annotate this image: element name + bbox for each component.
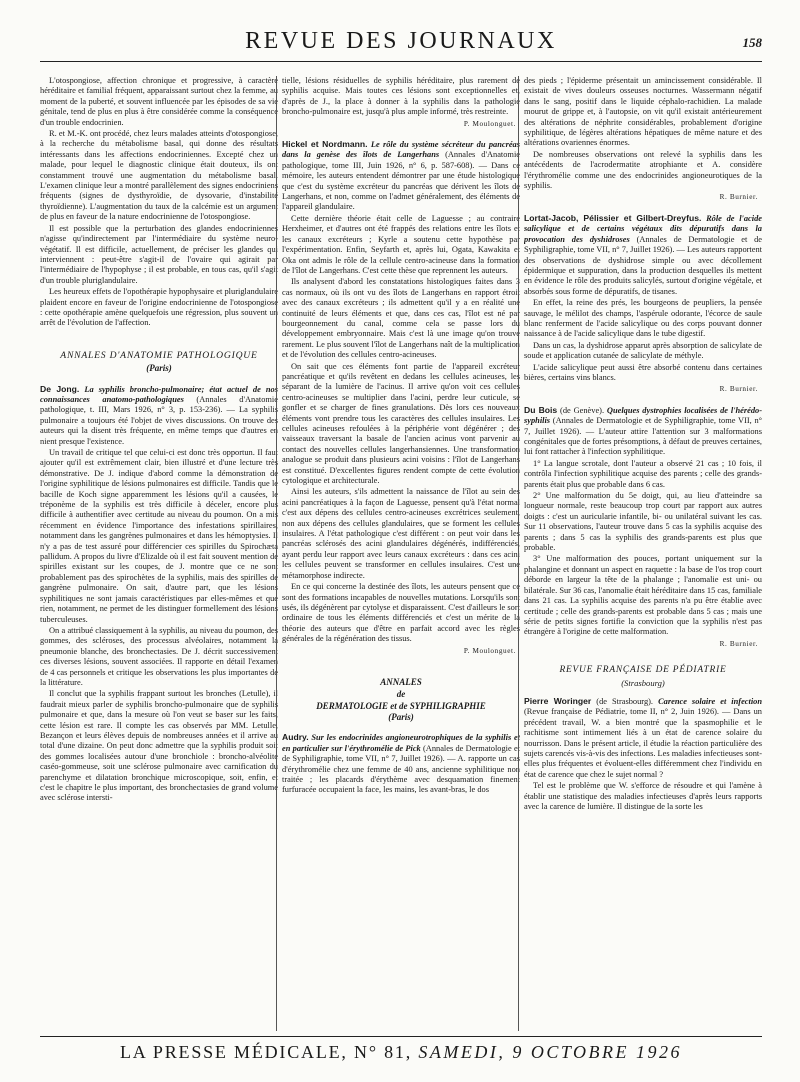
paragraph: L'otospongiose, affection chronique et progressive, à caractère héréditaire et familial fréquent, apparaissant surtout chez la femme, au moment de la puberté, et souvent influencée par les épisodes de sa vie génitale, tend de plus en plus à être considérée comme la conséquence d'un trouble endocrinien. <box>40 76 278 127</box>
section-heading-line: DERMATOLOGIE et de SYPHILIGRAPHIE <box>316 700 486 711</box>
column-3 <box>524 76 762 1031</box>
paragraph: En ce qui concerne la destinée des îlots, les auteurs pensent que ce sont des formations incapables de nouvelles mutations. Lorsqu'ils sont usés, ils dégénèrent par cytolyse et disparaissent. C'est d'ailleurs le sort ordinaire de tous les éléments différenciés et c'est un mérite de la théorie des auteurs que d'être en parfait accord avec les règles générales de la régénération des tissus. <box>282 582 520 644</box>
review-author: Du Bois <box>524 404 558 415</box>
review-entry <box>524 696 762 780</box>
review-reference: (Annales de Dermatologie et de Syphiligraphie, tome VII, n° 7, Juillet 1926). — A. rapporte un cas d'érythromélie chez une femme de 40 ans, ancienne syphilitique non traitée ; les placards d'érythème avec desquamation finement furfuracée occupaient la face, les mains, les avant-bras, le dos <box>282 743 520 795</box>
footer-line <box>40 1042 762 1063</box>
paragraph: Il conclut que la syphilis frappant surtout les bronches (Letulle), il faudrait mieux parler de syphilis broncho-pulmonaire que de syphilis pulmonaire et que, dans la mesure où l'on veut se baser sur les faits, cette lésion est rare. Il compte les cas observés par MM. Letulle, Bezançon et leurs élèves depuis de nombreuses années et il arrive au total d'une dizaine. On peut donc admettre que la syphilis produit soit des gommes localisées autour d'une bronchiole : broncho-alvéolite caséo-gommeuse, soit une sclérose pulmonaire avec carnification du parenchyme et dilatation bronchique microscopique, soit, enfin, et c'est le chapitre le plus important, des bronchectasies de grand volume avec sclérose intersti- <box>40 689 278 803</box>
reviewer-signature: R. Burnier. <box>719 385 758 394</box>
page-footer <box>40 1036 762 1070</box>
header-rule <box>40 61 762 62</box>
paragraph: Un travail de critique tel que celui-ci est donc très opportun. Il faut ajouter qu'il est extrêmement clair, bien illustré et d'une lecture très démonstrative. De J. indique d'abord comme la démonstration de l'origine syphilitique de lésions pulmonaires est difficile. Tandis que le bacille de Koch signe apparemment les lésions qu'il a causées, le tréponème de la syphilis est très difficile à déceler, encore plus difficile à authentifier avec certitude au niveau du poumon. On a mis récemment en évidence l'importance des infestations spirillaires, notamment dans les gangrènes pulmonaires et dans les hémoptysies. Il n'y a pas de test assuré pour différencier ces spirilles du Spirochæta pallidum. A propos du livre d'Elizalde où il est fait souvent mention de spirilles existant sur les coupes, de J. montre que ce ne sont probablement pas des spirochètes de la syphilis, mais des spirilles de gangrène pulmonaire. On sait, d'autre part, que les lésions syphilitiques ne sont jamais caractéristiques par elles-mêmes et que rien, notamment, ne permet de les distinguer formellement des lésions tuberculeuses. <box>40 448 278 624</box>
paragraph: des pieds ; l'épiderme présentait un amincissement considérable. Il existait de vives douleurs osseuses nocturnes. Wassermann négatif dans le sang, positif dans le liquide céphalo-rachidien. La malade mourut de grippe et, à l'autopsie, on vit qu'il existait antérieurement des altérations de néphrite considérables, probablement d'origine syphilitique, de légères altérations hépatiques de même nature et des altérations ovariennes énormes. <box>524 76 762 148</box>
paragraph: Il est possible que la perturbation des glandes endocriniennes n'agisse qu'indirectement par l'intermédiaire du système neuro-végétatif. Il est difficile, actuellement, de préciser les glandes qui interviennent : peut-être s'agit-il de l'ovaire qui agirait par l'intermédiaire de l'hypophyse ; il est probable, en tous cas, qu'il s'agit d'un trouble pluriglandulaire. <box>40 223 278 285</box>
section-heading-line: de <box>396 688 406 699</box>
paragraph: Ainsi les auteurs, s'ils admettent la naissance de l'îlot au sein des acini pancréatiques à la façon de Laguesse, pensent qu'à l'état normal c'est aux dépens des cellules centro-acineuses excrétrices seulement, non aux dépens des cellules glandulaires, que se forment les cellules insulaires. A l'état pathologique c'est différent : on peut voir dans les pancréas sclérosés des acini glandulaires dégénérés, indifférenciés, ayant perdu leur rapport avec leurs canaux excréteurs : dans ces acini les cellules peuvent se transformer en cellules insulaires. C'est une métamorphose indirecte. <box>282 487 520 580</box>
review-reference: (Revue française de Pédiatrie, tome II, n° 2, Juin 1926). — Dans un précédent travail, W. a bien montré que la spasmophilie et le rachitisme sont intimement liés à un état de carence solaire du nourrisson. Dans le présent article, il étudie la réaction particulière des sujets carencés vis-à-vis des infections. Les maladies infectieuses sont-elles plus fréquentes et évoluent-elles différemment chez l'individu en état de carence que chez le sujet normal ? <box>524 707 762 779</box>
paragraph: Tel est le problème que W. s'efforce de résoudre et qui l'amène à établir une statistique des maladies infectieuses d'après leurs rapports avec la carence de lumière. Il distingue de la sorte les <box>524 781 762 811</box>
footer-rule <box>40 1036 762 1037</box>
column-2 <box>282 76 520 1031</box>
review-title: La syphilis broncho-pulmonaire; état actuel de nos connaissances anatomo-pathologiques <box>40 384 278 404</box>
review-entry <box>282 139 520 213</box>
section-city: (Paris) <box>388 711 414 722</box>
review-author-note: (de Strasbourg). <box>591 696 654 706</box>
section-heading: ANNALES D'ANATOMIE PATHOLOGIQUE <box>60 349 258 361</box>
review-reference: (Annales de Dermatologie et de Syphiligraphie, tome VII, n° 7, Juillet 1926). — Les auteurs rapportent des observations de dyshidrose simple ou avec décollement épidermique et suppuration, dans la production desquelles ils mettent en évidence le rôle des produits salicylés, surtout d'origine végétale, et absorbés sous forme de dépuratifs, de tisanes. <box>524 234 762 296</box>
review-title: Sur les endocrinides angioneurotrophiques de la syphilis et en particulier sur l'érythromélie de Pick <box>282 733 520 753</box>
section-heading: REVUE FRANÇAISE DE PÉDIATRIE <box>559 665 727 676</box>
section-heading <box>282 676 520 712</box>
issue-date: SAMEDI, 9 OCTOBRE 1926 <box>418 1042 682 1062</box>
reviewer-signature: P. Moulonguet. <box>463 119 516 128</box>
section-city: (Paris) <box>146 363 172 374</box>
paragraph: L'acide salicylique peut aussi être absorbé contenu dans certaines bières, certains vins blancs. <box>524 362 762 382</box>
paragraph: De nombreuses observations ont relevé la syphilis dans les antécédents de l'acrodermatite atrophiante et A. considère l'érythromélie comme une des endocrinides angioneurotiques de la syphilis. <box>524 149 762 191</box>
paragraph: On sait que ces éléments font partie de l'appareil excréteur pancréatique et qu'ils revêtent en dedans les cellules acineuses, les séparant de la lumière de l'acinus. Il arrive qu'on voit ces cellules centro-acineuses se multiplier dans l'acini, perdre leur cuticule, se gonfler et se charger de fines granulations. Dès lors ces nouveaux éléments vont prendre tous les caractères des cellules insulaires. Les cellules acineuses refoulées à la périphérie vont dégénérer ; des vaisseaux traversant la basale de l'ancien acinus vont parvenir au contact des nouvelles cellules langerhansiennes. Une transformation analogue se produit dans plusieurs acini voisins : l'îlot de Langerhans est constitué. D'excellentes figures rendent compte de cette évolution cytologique et architecturale. <box>282 361 520 486</box>
review-entry <box>40 384 278 447</box>
paragraph: Les heureux effets de l'opothérapie hypophysaire et pluriglandulaire plaident encore en faveur de l'origine endocrinienne de l'otospongiose : cette opothérapie amène quelquefois une régression, plus souvent un arrêt de l'évolution de l'affection. <box>40 287 278 328</box>
paragraph: En effet, la reine des prés, les bourgeons de peupliers, la pensée sauvage, le mélilot des champs, l'aspérule odorante, l'écorce de saule blanc renferment de l'acide salicylique ou des corps pouvant donner naissance à de l'acide salicylique dans le tube digestif. <box>524 298 762 339</box>
review-title: Carence solaire et infection <box>658 696 762 706</box>
review-entry <box>524 405 762 458</box>
review-title: Rôle de l'acide salicylique et de certains végétaux dits dépuratifs dans la provocation des dyshidroses <box>524 213 762 244</box>
review-title: Le rôle du système sécréteur du pancréas dans la genèse des îlots de Langerhans <box>282 140 520 160</box>
paragraph: Dans un cas, la dyshidrose apparut après absorption de salicylate de soude et application cutanée de salicylate de méthyle. <box>524 340 762 361</box>
review-author: Hickel et Nordmann. <box>282 139 368 150</box>
review-title: Quelques dystrophies localisées de l'hérédo-syphilis <box>524 405 762 426</box>
journal-section-title: REVUE DES JOURNAUX <box>245 28 557 54</box>
paragraph: tielle, lésions résiduelles de syphilis héréditaire, plus rarement de syphilis acquise. Mais toutes ces lésions sont exceptionnelles et, d'après de J., la place à donner à la syphilis dans la pathologie broncho-pulmonaire est, jusqu'à plus ample informé, très restreinte. <box>282 76 520 117</box>
issue-number: N° 81, <box>354 1042 413 1062</box>
paragraph: On a attribué classiquement à la syphilis, au niveau du poumon, des gommes, des scléroses, des processus alvéolaires, notamment la pneumonie blanche, des bronchectasies. De J. décrit successivement ces diverses lésions, souvent associées. Il rapporte en détail l'examen de 4 cas personnels et critique les observations les plus importantes de la littérature. <box>40 625 278 687</box>
column-divider <box>518 76 519 1031</box>
paragraph: 2° Une malformation du 5e doigt, qui, au lieu d'atteindre sa longueur normale, reste beaucoup trop court par rapport aux autres doigts : c'est un auricularie infantile, bi- ou unilatéral suivant les cas. Sur 11 observations, l'auteur trouve dans 5 cas la syphilis acquise des parents ; dans 5 cas la syphilis des grands-parents est plus que probable. <box>524 491 762 553</box>
review-entry <box>524 213 762 297</box>
reviewer-signature: R. Burnier. <box>719 639 758 648</box>
review-reference: (Annales d'Anatomie pathologique, t. III, Mars 1926, n° 3, p. 153-236). — La syphilis pulmonaire a toujours été l'objet de vives discussions. On trouve des auteurs qui la disent très fréquente, en même temps que d'autres en nient presque l'existence. <box>40 394 278 446</box>
review-author-note: (de Genève). <box>557 405 605 415</box>
reviewer-signature: P. Moulonguet. <box>463 646 516 655</box>
review-author: Pierre Woringer <box>524 695 592 706</box>
review-author: De Jong. <box>40 383 80 394</box>
paragraph: 1° La langue scrotale, dont l'auteur a observé 21 cas ; 10 fois, il contrôla l'infection syphilitique acquise des parents ; celle des grands-parents était plus que probable dans 6 cas. <box>524 458 762 489</box>
review-reference: (Annales de Dermatologie et de Syphiligraphie, tome VII, n° 7, Juillet 1926). — L'auteur attire l'attention sur 3 malformations congénitales que de fortes présomptions, à défaut de preuves certaines, lui font rattacher à l'infection syphilitique. <box>524 416 762 457</box>
page-number: 158 <box>742 35 762 50</box>
reviewer-signature: R. Burnier. <box>719 193 758 202</box>
column-divider <box>276 76 277 1031</box>
review-reference: (Annales d'Anatomie pathologique, tome III, Juin 1926, n° 6, p. 587-608). — Dans ce mémoire, les auteurs entendent démontrer par une étude histologique que c'est du système excréteur du pancréas que dérivent les îlots de Langerhans, et non, comme on l'admet généralement, des éléments de l'appareil glandulaire. <box>282 150 520 212</box>
column-1 <box>40 76 278 1031</box>
paragraph: Cette dernière théorie était celle de Laguesse ; au contraire Herxheimer, et d'autres ont été frappés des relations entre les îlots et les canaux excréteurs ; Kyrle a soutenu cette hypothèse par l'expérimentation. Enfin, Seyfarth et, après lui, Ogata, Kawakita et Oka ont admis le rôle de la cellule centro-acineuse dans la formation de l'îlot de Langerhans. C'est cette thèse que reprennent les auteurs. <box>282 213 520 275</box>
page-header <box>40 28 762 62</box>
section-city: (Strasbourg) <box>621 677 665 688</box>
review-entry <box>282 732 520 795</box>
paragraph: R. et M.-K. ont procédé, chez leurs malades atteints d'otospongiose, à la recherche du métabolisme basal, qui donne des résultats intéressants dans les affections endocriniennes. Excepté chez un malade, pour lequel le diagnostic clinique était douteux, ils ont constamment trouvé une augmentation du métabolisme basal. L'examen clinique leur a montré parallèlement des signes endocriniens fréquents (signes de dysthyroïdie, de dysovarie, d'instabilité thyroïdienne). L'augmentation du taux de la calcémie est un argument de plus en faveur de la nature endocrinienne de l'otospongiose. <box>40 129 278 222</box>
section-heading-line: ANNALES <box>380 676 422 687</box>
journal-name: LA PRESSE MÉDICALE, <box>120 1042 348 1062</box>
review-author: Lortat-Jacob, Pélissier et Gilbert-Dreyfus. <box>524 212 702 223</box>
paragraph: 3° Une malformation des pouces, portant uniquement sur la phalangine et donnant un aspect en raquette : la base de l'os trop court déborde en largeur la tête de la phalange ; l'anomalie est uni- ou bilatérale. Sur 36 cas, l'anomalie était héréditaire dans 15 cas, familiale dans 21 cas. La syphilis acquise des parents n'a pu être établie avec certitude ; celle des grands-parents est probable dans 5 cas ; mais une série de petits signes fortifie la conviction que la syphilis n'est pas étrangère à l'origine de cette malformation. <box>524 554 762 637</box>
paragraph: Ils analysent d'abord les constatations histologiques faites dans 3 cas normaux, où ils ont vu des îlots de Langerhans en rapport étroit avec des canaux excréteurs ; ils admettent qu'il y a en réalité une continuité de leurs éléments et que, dans ces cas, l'îlot est né par bourgeonnement du canal, comme cela se passe lors du développement embryonnaire. Mais c'est là une image qu'on trouve rarement. Le plus souvent l'îlot de Langerhans naît de la multiplication et de l'évolution des cellules centro-acineuses. <box>282 277 520 360</box>
review-author: Audry. <box>282 732 309 743</box>
